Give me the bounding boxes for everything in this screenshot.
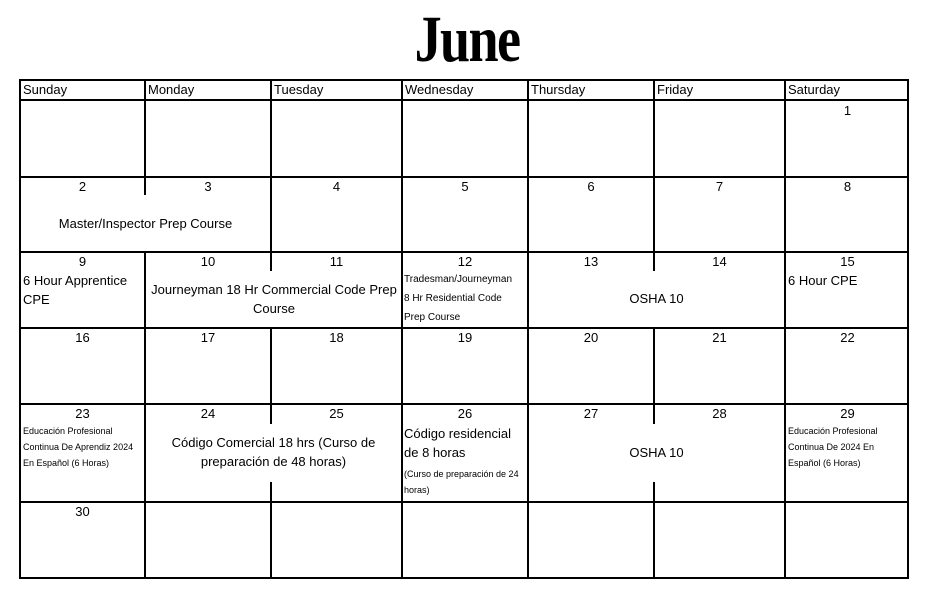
day-number: 25 <box>329 406 344 421</box>
event-educacion-aprendiz: Educación Profesional Continua De Aprendiz 2024 En Español (6 Horas) <box>23 426 134 468</box>
grid-line <box>527 81 529 577</box>
day-number: 6 <box>587 179 595 194</box>
day-number: 26 <box>457 406 473 421</box>
day-number: 15 <box>840 254 855 269</box>
day-number: 1 <box>843 103 852 118</box>
weekday-thursday: Thursday <box>531 82 586 97</box>
day-number: 30 <box>75 504 90 519</box>
day-number: 19 <box>457 330 473 345</box>
weekday-friday: Friday <box>657 82 694 97</box>
grid-line <box>21 99 907 101</box>
event-osha-10: OSHA 10 <box>629 291 684 306</box>
day-number: 28 <box>712 406 727 421</box>
grid-line <box>270 81 272 577</box>
calendar-grid <box>19 79 909 579</box>
weekday-sunday: Sunday <box>23 82 68 97</box>
event-osha-10: OSHA 10 <box>629 445 684 460</box>
day-number: 12 <box>457 254 473 269</box>
event-journeyman-commercial: Journeyman 18 Hr Commercial Code Prep Course <box>151 282 397 316</box>
day-number: 10 <box>200 254 216 269</box>
day-number: 3 <box>204 179 212 194</box>
day-number: 16 <box>75 330 90 345</box>
day-number: 18 <box>329 330 344 345</box>
day-number: 4 <box>332 179 341 194</box>
weekday-saturday: Saturday <box>788 82 841 97</box>
day-number: 23 <box>75 406 90 421</box>
day-number: 21 <box>712 330 727 345</box>
event-tradesman-line3: Prep Course <box>404 312 461 323</box>
day-number: 11 <box>329 254 344 269</box>
event-cpe-saturday: 6 Hour CPE <box>788 273 858 288</box>
grid-line <box>401 81 403 577</box>
day-number: 27 <box>583 406 599 421</box>
day-number: 24 <box>200 406 216 421</box>
grid-line <box>21 327 907 329</box>
event-tradesman-line1: Tradesman/Journeyman <box>404 274 513 285</box>
grid-line <box>21 403 907 405</box>
weekday-wednesday: Wednesday <box>405 82 474 97</box>
event-apprentice-cpe: 6 Hour Apprentice CPE <box>23 273 128 307</box>
day-number: 8 <box>843 179 852 194</box>
grid-line <box>144 81 146 577</box>
grid-line <box>21 251 907 253</box>
day-number: 14 <box>712 254 727 269</box>
event-tradesman-line2: 8 Hr Residential Code <box>404 293 502 304</box>
grid-line <box>21 501 907 503</box>
weekday-monday: Monday <box>148 82 195 97</box>
weekday-tuesday: Tuesday <box>274 82 324 97</box>
grid-line <box>653 81 655 577</box>
day-number: 20 <box>583 330 599 345</box>
event-codigo-comercial: Código Comercial 18 hrs (Curso de preparación de 48 horas) <box>171 435 376 469</box>
day-number: 7 <box>715 179 724 194</box>
event-codigo-residencial: Código residencial de 8 horas <box>404 426 511 460</box>
day-number: 29 <box>840 406 855 421</box>
day-number: 22 <box>840 330 855 345</box>
day-number: 2 <box>78 179 87 194</box>
event-codigo-residencial-sub: (Curso de preparación de 24 horas) <box>404 469 519 495</box>
day-number: 17 <box>200 330 216 345</box>
grid-line <box>784 81 786 577</box>
event-educacion-2024: Educación Profesional Continua De 2024 En Español (6 Horas) <box>788 426 878 468</box>
day-number: 5 <box>461 179 469 194</box>
grid-line <box>21 176 907 178</box>
event-master-prep: Master/Inspector Prep Course <box>58 216 233 231</box>
day-number: 9 <box>78 254 87 269</box>
day-number: 13 <box>583 254 599 269</box>
month-title: June <box>414 3 520 76</box>
